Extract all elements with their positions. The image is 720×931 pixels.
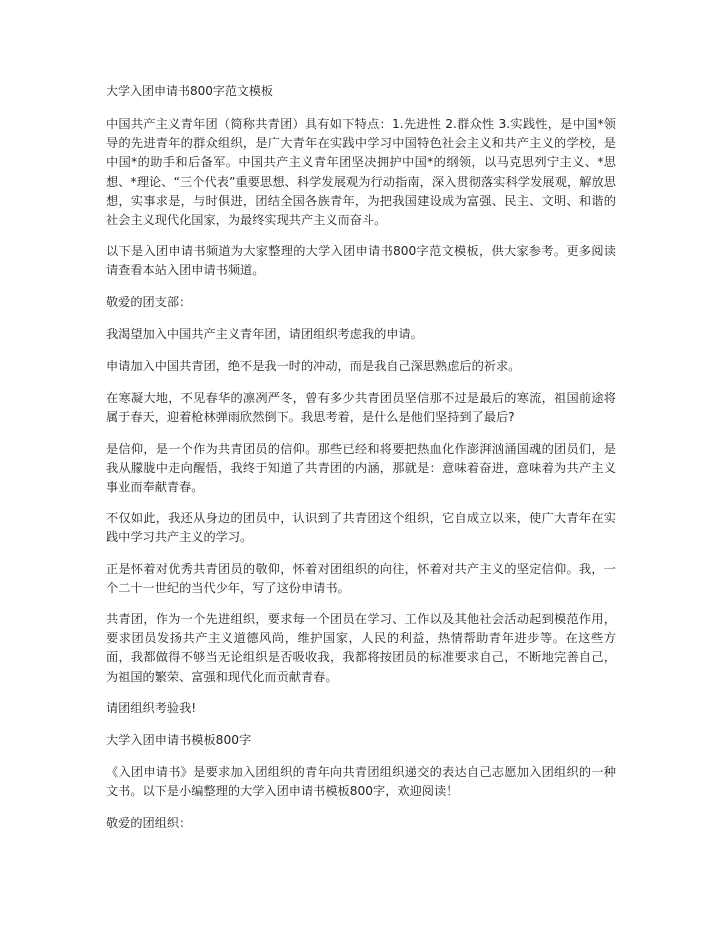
salutation: 敬爱的团组织： <box>106 815 192 830</box>
body-paragraph: 不仅如此，我还从身边的团员中，认识到了共青团这个组织，它自成立以来，使广大青年在实践中学习共产主义的学习。 <box>106 511 616 545</box>
salutation: 敬爱的团支部： <box>106 294 192 309</box>
document-page <box>106 82 616 846</box>
body-paragraph: 申请加入中国共青团，绝不是我一时的冲动，而是我自己深思熟虑后的祈求。 <box>106 359 521 374</box>
section-heading: 大学入团申请书模板800字 <box>106 733 252 748</box>
body-paragraph: 在寒凝大地，不见春华的凛冽严冬，曾有多少共青团员坚信那不过是最后的寒流，祖国前途将属于春天，迎着枪林弹雨欣然倒下。我思考着，是什么是他们坚持到了最后? <box>106 391 616 425</box>
body-paragraph: 共青团，作为一个先进组织，要求每一个团员在学习、工作以及其他社会活动起到模范作用，要求团员发扬共产主义道德风尚，维护国家，人民的利益，热情帮助青年进步等。在这些方面，我都做得不够当无论组织是否吸收我，我都将按团员的标准要求自己，不断地完善自己，为祖国的繁荣、富强和现代化而贡献青春。 <box>106 612 616 684</box>
intro-paragraph: 中国共产主义青年团（简称共青团）具有如下特点：1.先进性 2.群众性 3.实践性，是中国*领导的先进青年的群众组织，是广大青年在实践中学习中国特色社会主义和共产主义的学校，是中国*的助手和后备军。中国共产主义青年团坚决拥护中国*的纲领，以马克思列宁主义、*思想、*理论、“三个代表”重要思想、科学发展观为行动指南，深入贯彻落实科学发展观，解放思想，实事求是，与时俱进，团结全国各族青年，为把我国建设成为富强、民主、文明、和谐的社会主义现代化国家，为最终实现共产主义而奋斗。 <box>106 117 616 228</box>
channel-note-paragraph: 以下是入团申请书频道为大家整理的大学入团申请书800字范文模板，供大家参考。更多阅读请查看本站入团申请书频道。 <box>106 244 616 278</box>
closing-line: 请团组织考验我! <box>106 700 197 715</box>
body-paragraph: 我渴望加入中国共产主义青年团，请团组织考虑我的申请。 <box>106 326 423 341</box>
body-paragraph: 正是怀着对优秀共青团员的敬仰，怀着对团组织的向往，怀着对共产主义的坚定信仰。我，一个二十一世纪的当代少年，写了这份申请书。 <box>106 561 616 595</box>
body-paragraph: 是信仰，是一个作为共青团员的信仰。那些已经和将要把热血化作澎湃汹涌国魂的团员们，是我从朦胧中走向醒悟，我终于知道了共青团的内涵，那就是：意味着奋进，意味着为共产主义事业而奉献青春。 <box>106 441 616 495</box>
body-paragraph: 《入团申请书》是要求加入团组织的青年向共青团组织递交的表达自己志愿加入团组织的一种文书。以下是小编整理的大学入团申请书模板800字，欢迎阅读！ <box>106 765 616 799</box>
document-title: 大学入团申请书800字范文模板 <box>106 84 273 98</box>
